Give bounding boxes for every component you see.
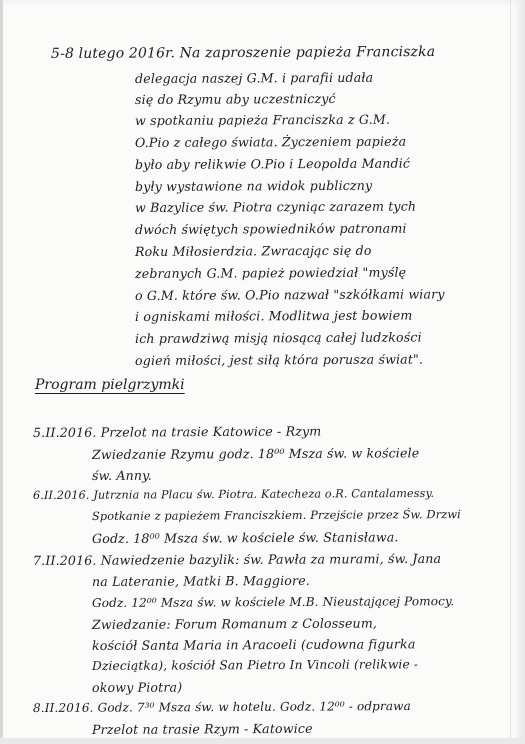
intro-line: było aby relikwie O.Pio i Leopolda Mandić	[134, 155, 411, 172]
intro-line: ogień miłości, jest siłą która porusza świat".	[134, 351, 424, 368]
intro-line: delegacja naszej G.M. i parafii udała	[134, 69, 374, 86]
intro-line: i ogniskami miłości. Modlitwa jest bowiem	[134, 307, 413, 324]
program-line: Godz. 12⁰⁰ Msza św. w kościele M.B. Nieustającej Pomocy.	[91, 594, 455, 610]
intro-line: zebranych G.M. papież powiedział "myślę	[134, 264, 407, 281]
program-line: okowy Piotra)	[91, 679, 183, 695]
program-heading: Program pielgrzymki	[35, 377, 185, 393]
program-line: 5.II.2016. Przelot na trasie Katowice - Rzym	[32, 423, 322, 440]
program-line: Spotkanie z papieżem Franciszkiem. Przejście przez Św. Drzwi	[91, 508, 461, 523]
program-line: św. Anny.	[91, 467, 152, 483]
intro-line: były wystawione na widok publiczny	[134, 177, 373, 194]
intro-line: w spotkaniu papieża Franciszka z G.M.	[134, 111, 391, 128]
program-line: Zwiedzanie Rzymu godz. 18⁰⁰ Msza św. w kościele	[91, 445, 420, 462]
program-line: 7.II.2016. Nawiedzenie bazylik: św. Pawła za murami, św. Jana	[32, 550, 442, 568]
intro-line: w Bazylice św. Piotra czyniąc zarazem tych	[134, 198, 417, 215]
program-line: na Lateranie, Matki B. Maggiore.	[91, 572, 310, 589]
intro-line: się do Rzymu aby uczestniczyć	[134, 90, 336, 107]
page-left-edge	[0, 0, 3, 744]
intro-line: Roku Miłosierdzia. Zwracając się do	[134, 242, 372, 259]
program-line: kościół Santa Maria in Aracoeli (cudowna figurka	[91, 636, 416, 653]
intro-line: ich prawdziwą misją niosącą całej ludzkości	[134, 329, 422, 346]
page-right-edge	[510, 0, 511, 744]
intro-line: 5-8 lutego 2016r. Na zaproszenie papieża Franciszka	[50, 43, 436, 62]
program-line: 6.II.2016. Jutrznia na Placu św. Piotra. Katecheza o.R. Cantalamessy.	[32, 486, 435, 502]
program-line: Przelot na trasie Rzym - Katowice	[91, 720, 313, 737]
page-bottom-edge	[0, 738, 525, 744]
program-line: 8.II.2016. Godz. 7³⁰ Msza św. w hotelu. Godz. 12⁰⁰ - odprawa	[32, 699, 411, 715]
program-line: Zwiedzanie: Forum Romanum z Colosseum,	[91, 615, 378, 632]
program-line: Godz. 18⁰⁰ Msza św. w kościele św. Stanisława.	[91, 529, 399, 546]
intro-line: o G.M. które św. O.Pio nazwał "szkółkami wiary	[134, 286, 445, 303]
program-line: Dzieciątka), kościół San Pietro In Vincoli (relikwie -	[91, 657, 419, 673]
intro-line: dwóch świętych spowiedników patronami	[134, 220, 407, 237]
intro-line: O.Pio z całego świata. Życzeniem papieża	[134, 133, 407, 150]
